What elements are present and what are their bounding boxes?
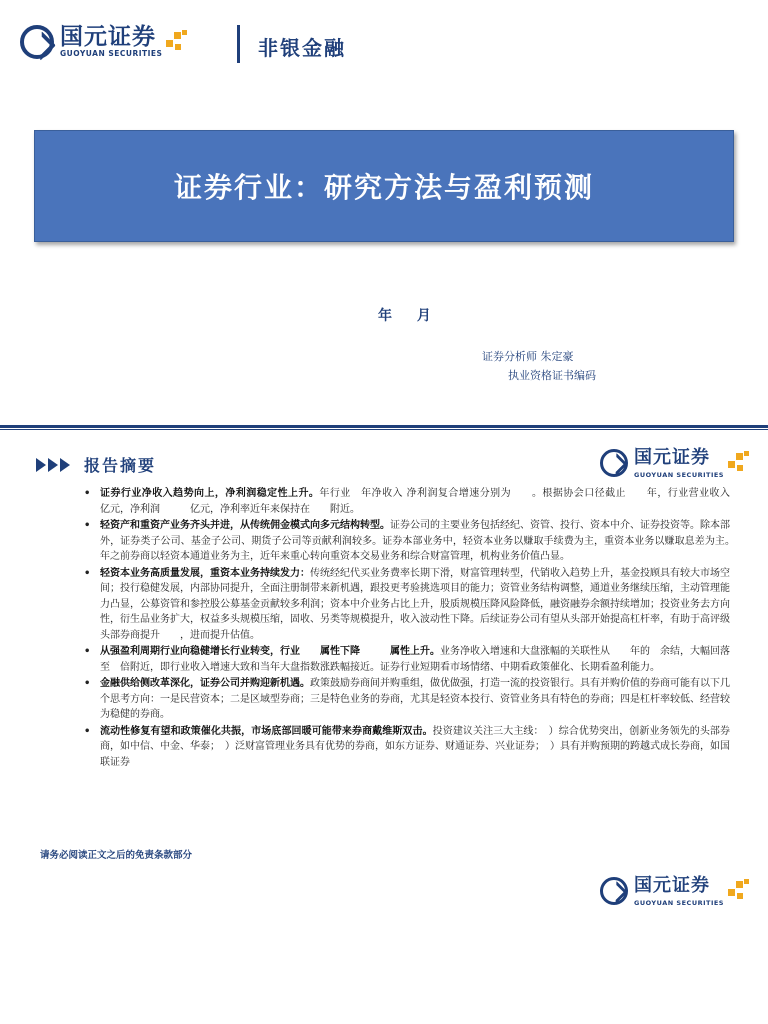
section-title: 报告摘要 [84, 456, 157, 475]
chevron-right-icon [36, 458, 72, 472]
summary-item [80, 566, 730, 644]
brand-name-en: GUOYUAN SECURITIES [60, 49, 163, 58]
summary-item [80, 644, 730, 675]
brand-name-cn: 国元证券 [634, 875, 710, 896]
brand-mark-icon [600, 877, 628, 905]
brand-name-cn: 国元证券 [634, 447, 710, 468]
page-divider-thin [0, 429, 768, 430]
summary-item [80, 486, 760, 517]
summary-lead: 金融供给侧改革深化，证券公司并购迎新机遇。 [100, 678, 310, 689]
page-divider [0, 425, 768, 428]
summary-lead: 轻资本业务高质量发展，重资本业务持续发力： [100, 567, 310, 579]
header-divider [237, 25, 240, 63]
summary-list [80, 486, 760, 771]
report-date: 年 月 [378, 308, 441, 324]
summary-text: 政策鼓励券商间并购重组，做优做强，打造一流的投资银行。具有并购价值的券商可能有以下几个思考方向：一是民营资本；二是区域型券商；三是特色业务的券商，尤其是轻资本投行、资管业务具有特色的券商；四是杠杆率较低、经营较为稳健的券商。 [100, 678, 730, 720]
brand-mark-icon [600, 449, 628, 477]
summary-text: 投资建议关注三大主线： ）综合优势突出，创新业务领先的头部券商，如中信、中金、华泰； ）泛财富管理业务具有优势的券商，如东方证券、财通证券、兴业证券； ）具有并购预期的跨越式成长券商，如国联证券 [100, 725, 731, 768]
license-number: 执业资格证书编码 [508, 369, 596, 382]
summary-lead: 从强盈利周期行业向稳健增长行业转变，行业 属性下降 属性上升。 [100, 646, 440, 657]
brand-squares-icon [166, 30, 188, 54]
brand-squares-icon [728, 451, 750, 475]
summary-item [80, 676, 730, 723]
summary-text: 业务净收入增速和大盘涨幅的关联性从 年的 余结，大幅回落至 倍附近，即行业收入增速大致和当年大盘指数涨跌幅接近。证券行业短期看市场情绪、中期看政策催化、长期看盈利能力。 [100, 646, 730, 673]
brand-squares-icon [728, 879, 750, 903]
brand-name-en: GUOYUAN SECURITIES [634, 471, 724, 479]
brand-logo-secondary [600, 446, 750, 480]
summary-item [80, 518, 750, 565]
disclaimer-text: 请务必阅读正文之后的免责条款部分 [40, 850, 193, 861]
summary-item [80, 724, 730, 771]
brand-name-en: GUOYUAN SECURITIES [634, 899, 724, 907]
brand-name-cn: 国元证券 [60, 24, 156, 50]
brand-mark-icon [20, 25, 54, 59]
summary-text: 证券公司的主要业务包括经纪、资管、投行、资本中介、证券投资等。除本部外，证券类子公司、基金子公司、期货子公司等贡献利润较多。证券本部业务中，轻资本业务以赚取手续费为主，重资本业务以赚取息差为主。 年之前券商以轻资本通道业务为主，近年来重心转向重资本交易业务和综合财富管理，机构业务价值凸显。 [100, 520, 750, 562]
sector-label: 非银金融 [258, 36, 346, 60]
brand-logo [20, 25, 188, 59]
summary-text: 年行业 年净收入 净利润复合增速分别为 。根据协会口径截止 年，行业营业收入 亿元，净利润 亿元，净利率近年来保持在 附近。 [100, 488, 760, 515]
summary-lead: 轻资产和重资产业务齐头并进，从传统佣金模式向多元结构转型。 [100, 520, 390, 531]
report-title: 证券行业：研究方法与盈利预测 [173, 171, 594, 204]
brand-logo-footer [600, 874, 750, 908]
section-header [36, 453, 156, 476]
summary-lead: 证券行业净收入趋势向上，净利润稳定性上升。 [100, 488, 320, 499]
summary-lead: 流动性修复有望和政策催化共振，市场底部回暖可能带来券商戴维斯双击。 [100, 725, 433, 737]
analyst-name: 证券分析师 朱定豪 [482, 350, 574, 363]
summary-text: 传统经纪代买业务费率长期下滑，财富管理转型，代销收入趋势上升，基金投顾具有较大市场空间；投行稳健发展，内部协同提升，全面注册制带来新机遇，跟投更考验挑选项目的能力；资管业务结构调整，通道业务继续压缩，主动管理能力凸显，公募资管和参控股公募基金贡献较多利润；资本中介业务占比上升，股质规模压降风险降低，融资融券余额持续增加；投资业务去方向性，衍生品业务扩大，权益多头规模压缩，固收、另类等规模提升，收入波动性下降。后续证券公司有望从头部开始提高杠杆率，有助于高评级头部券商提升 ，进而提升估值。 [100, 567, 730, 641]
title-banner [34, 130, 734, 242]
